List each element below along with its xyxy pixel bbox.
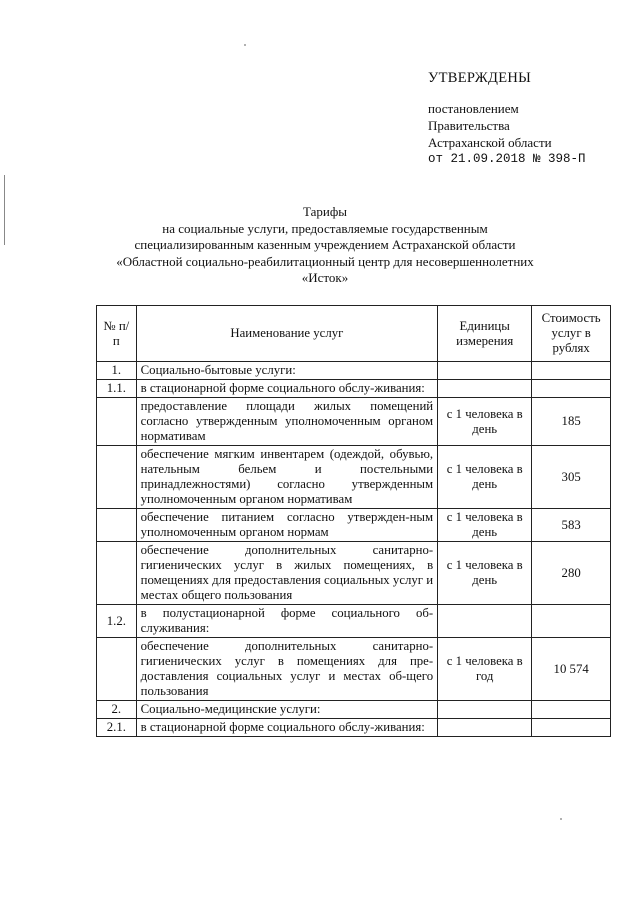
row-unit	[438, 605, 532, 638]
row-num	[97, 446, 137, 509]
row-unit	[438, 362, 532, 380]
title-line-2: на социальные услуги, предоставляемые государственным	[162, 220, 488, 236]
header-unit: Единицы измерения	[438, 306, 532, 362]
row-price: 185	[532, 398, 611, 446]
title-line-3: специализированным казенным учреждением Астраханской области	[134, 237, 516, 252]
row-unit: с 1 человека в день	[438, 398, 532, 446]
approval-line-3: Астраханской области	[428, 135, 552, 150]
row-unit: с 1 человека в год	[438, 638, 532, 701]
approval-line-2: Правительства	[428, 118, 510, 133]
row-name: Социально-медицинские услуги:	[136, 701, 438, 719]
table-row	[97, 638, 611, 701]
table-row	[97, 398, 611, 446]
table-row	[97, 509, 611, 542]
approval-line-1: постановлением	[428, 101, 519, 116]
table-row	[97, 362, 611, 380]
row-num	[97, 398, 137, 446]
tariffs-table	[96, 305, 611, 737]
table-row	[97, 542, 611, 605]
table-row	[97, 380, 611, 398]
row-num	[97, 542, 137, 605]
row-price	[532, 605, 611, 638]
row-unit	[438, 380, 532, 398]
row-price	[532, 362, 611, 380]
scan-edge-mark	[4, 175, 5, 245]
row-price	[532, 701, 611, 719]
row-name: обеспечение мягким инвентарем (одеждой, обувью, нательным бельем и постельными принадлежностями) согласно утвержденным уполномоченным органом нормативам	[136, 446, 438, 509]
header-num: № п/п	[97, 306, 137, 362]
row-name: в полустационарной форме социального об-служивания:	[136, 605, 438, 638]
title-line-5: «Исток»	[301, 270, 349, 285]
approval-date: от 21.09.2018 № 398-П	[428, 152, 586, 166]
row-num	[97, 638, 137, 701]
row-num: 2.	[97, 701, 137, 719]
row-price	[532, 719, 611, 737]
document-title	[90, 204, 560, 287]
row-name: в стационарной форме социального обслу-живания:	[136, 719, 438, 737]
header-name: Наименование услуг	[136, 306, 438, 362]
table-row	[97, 701, 611, 719]
row-name: Социально-бытовые услуги:	[136, 362, 438, 380]
row-name: обеспечение дополнительных санитарно-гигиенических услуг в помещениях для пре-доставления социальных услуг и местах об-щего пользования	[136, 638, 438, 701]
row-unit: с 1 человека в день	[438, 542, 532, 605]
title-line-4: «Областной социально-реабилитационный центр для несовершеннолетних	[116, 253, 534, 269]
row-unit	[438, 701, 532, 719]
table-row	[97, 605, 611, 638]
row-name: предоставление площади жилых помещений согласно утвержденным уполномоченным органом нормативам	[136, 398, 438, 446]
scan-dot	[244, 44, 246, 46]
row-unit	[438, 719, 532, 737]
row-unit: с 1 человека в день	[438, 446, 532, 509]
table-row	[97, 446, 611, 509]
row-num: 1.	[97, 362, 137, 380]
row-price: 305	[532, 446, 611, 509]
row-name: обеспечение питанием согласно утвержден-ным уполномоченным органом нормам	[136, 509, 438, 542]
row-unit: с 1 человека в день	[438, 509, 532, 542]
row-price: 10 574	[532, 638, 611, 701]
approval-block	[428, 70, 628, 168]
row-price	[532, 380, 611, 398]
table-header-row	[97, 306, 611, 362]
approval-heading: УТВЕРЖДЕНЫ	[428, 70, 532, 86]
row-num	[97, 509, 137, 542]
row-name: обеспечение дополнительных санитарно-гигиенических услуг в жилых помещениях, в помещениях для предоставления социальных услуг и местах общего пользования	[136, 542, 438, 605]
row-num: 2.1.	[97, 719, 137, 737]
row-price: 280	[532, 542, 611, 605]
row-num: 1.1.	[97, 380, 137, 398]
scan-dot	[560, 818, 562, 820]
row-name: в стационарной форме социального обслу-живания:	[136, 380, 438, 398]
table-row	[97, 719, 611, 737]
row-num: 1.2.	[97, 605, 137, 638]
header-price: Стоимость услуг в рублях	[532, 306, 611, 362]
title-line-1: Тарифы	[302, 204, 347, 219]
row-price: 583	[532, 509, 611, 542]
